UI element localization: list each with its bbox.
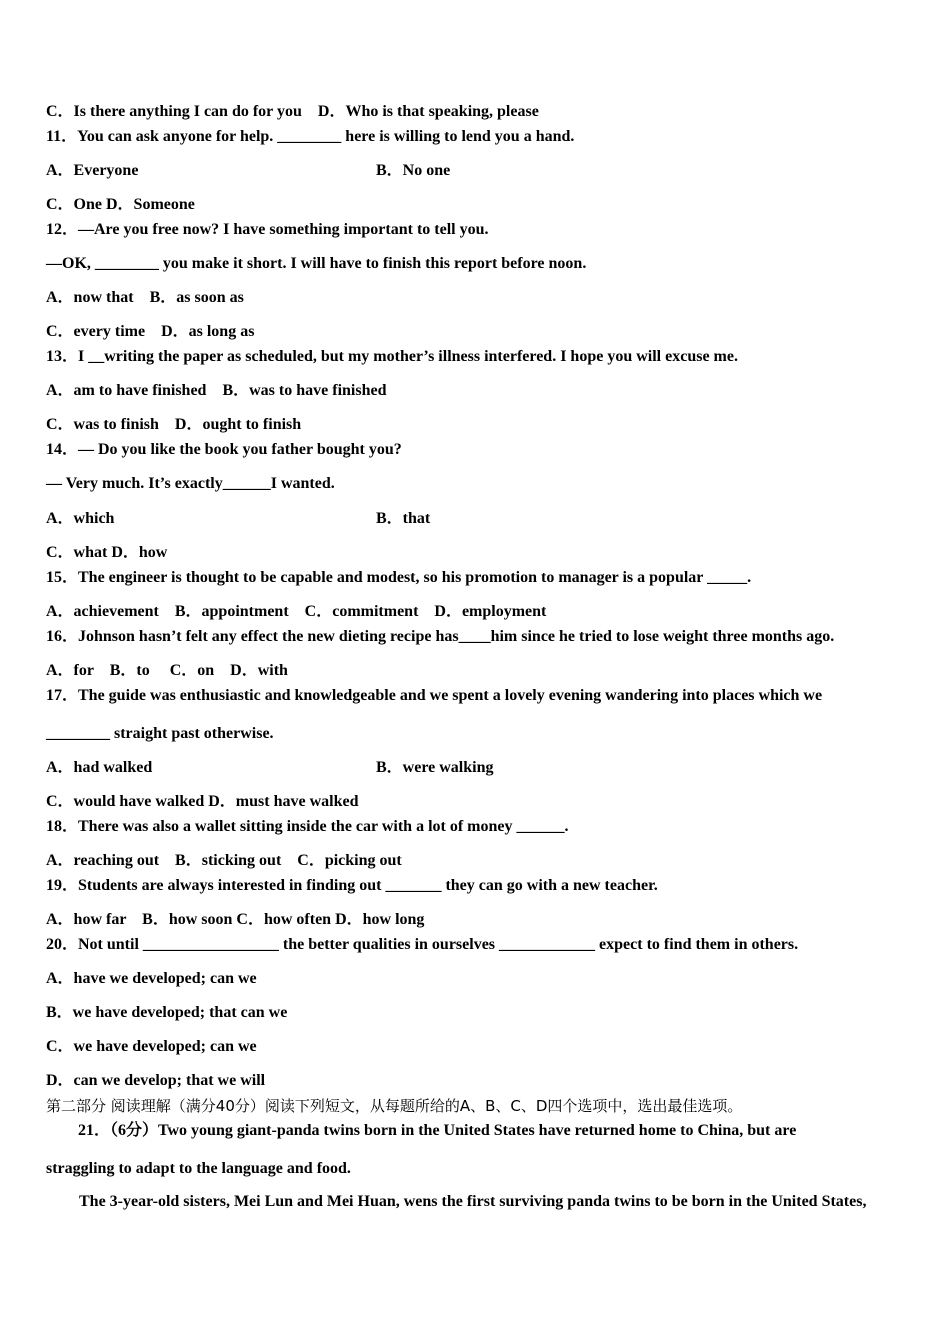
q20-option-a: A．have we developed; can we [46, 970, 257, 987]
q14-stem: 14．— Do you like the book you father bought you? [46, 441, 402, 458]
q20-option-b: B．we have developed; that can we [46, 1004, 288, 1021]
q14-option-b: B．that [376, 510, 431, 527]
q17-options-cd: C．would have walked D．must have walked [46, 793, 359, 810]
q14-options-ab [46, 509, 431, 529]
q11-option-a: A．Everyone [46, 162, 139, 179]
q14-options-cd: C．what D．how [46, 544, 168, 561]
q13-options-ab: A．am to have finished B．was to have finished [46, 382, 387, 399]
section-2-heading: 第二部分 阅读理解（满分40分）阅读下列短文，从每题所给的A、B、C、D四个选项中，选出最佳选项。 [46, 1097, 743, 1115]
q21-intro: 21．（6分）Two young giant-panda twins born in the United States have returned home to China, but are [78, 1122, 797, 1139]
q11-options-ab [46, 161, 451, 181]
q13-stem: 13．I __writing the paper as scheduled, but my mother’s illness interfered. I hope you will excuse me. [46, 348, 738, 365]
q18-stem: 18．There was also a wallet sitting inside the car with a lot of money ______. [46, 818, 569, 835]
q15-options: A．achievement B．appointment C．commitment D．employment [46, 603, 547, 620]
q18-options: A．reaching out B．sticking out C．picking out [46, 852, 402, 869]
q11-option-b: B．No one [376, 162, 451, 179]
q16-stem: 16．Johnson hasn’t felt any effect the new dieting recipe has____him since he tried to lose weight three months ago. [46, 628, 835, 645]
q12-stem: 12．—Are you free now? I have something important to tell you. [46, 221, 489, 238]
q10-options-cd: C．Is there anything I can do for you D．Who is that speaking, please [46, 103, 539, 120]
q14-option-a: A．which [46, 510, 115, 527]
q14-stem-reply: — Very much. It’s exactly______I wanted. [46, 475, 335, 492]
q12-options-ab: A．now that B．as soon as [46, 289, 244, 306]
passage-paragraph: The 3-year-old sisters, Mei Lun and Mei Huan, wens the first surviving panda twins to be born in the United States, [79, 1193, 867, 1210]
q19-stem: 19．Students are always interested in finding out _______ they can go with a new teacher. [46, 877, 658, 894]
q21-intro-cont: straggling to adapt to the language and food. [46, 1160, 351, 1177]
q20-stem: 20．Not until _________________ the better qualities in ourselves ____________ expect to find them in others. [46, 936, 799, 953]
q12-options-cd: C．every time D．as long as [46, 323, 255, 340]
q20-option-d: D．can we develop; that we will [46, 1072, 266, 1089]
q11-options-cd: C．One D．Someone [46, 196, 195, 213]
q15-stem: 15．The engineer is thought to be capable and modest, so his promotion to manager is a popular _____. [46, 569, 752, 586]
q20-option-c: C．we have developed; can we [46, 1038, 257, 1055]
q12-stem-reply: —OK, ________ you make it short. I will have to finish this report before noon. [46, 255, 587, 272]
q17-stem-cont: ________ straight past otherwise. [46, 725, 274, 742]
q17-options-ab [46, 758, 494, 778]
q17-option-b: B．were walking [376, 759, 494, 776]
q19-options: A．how far B．how soon C．how often D．how long [46, 911, 425, 928]
q13-options-cd: C．was to finish D．ought to finish [46, 416, 302, 433]
q17-stem: 17．The guide was enthusiastic and knowledgeable and we spent a lovely evening wandering into places which we [46, 687, 823, 704]
q16-options: A．for B．to C．on D．with [46, 662, 288, 679]
q11-stem: 11．You can ask anyone for help. ________ here is willing to lend you a hand. [46, 128, 575, 145]
q17-option-a: A．had walked [46, 759, 153, 776]
